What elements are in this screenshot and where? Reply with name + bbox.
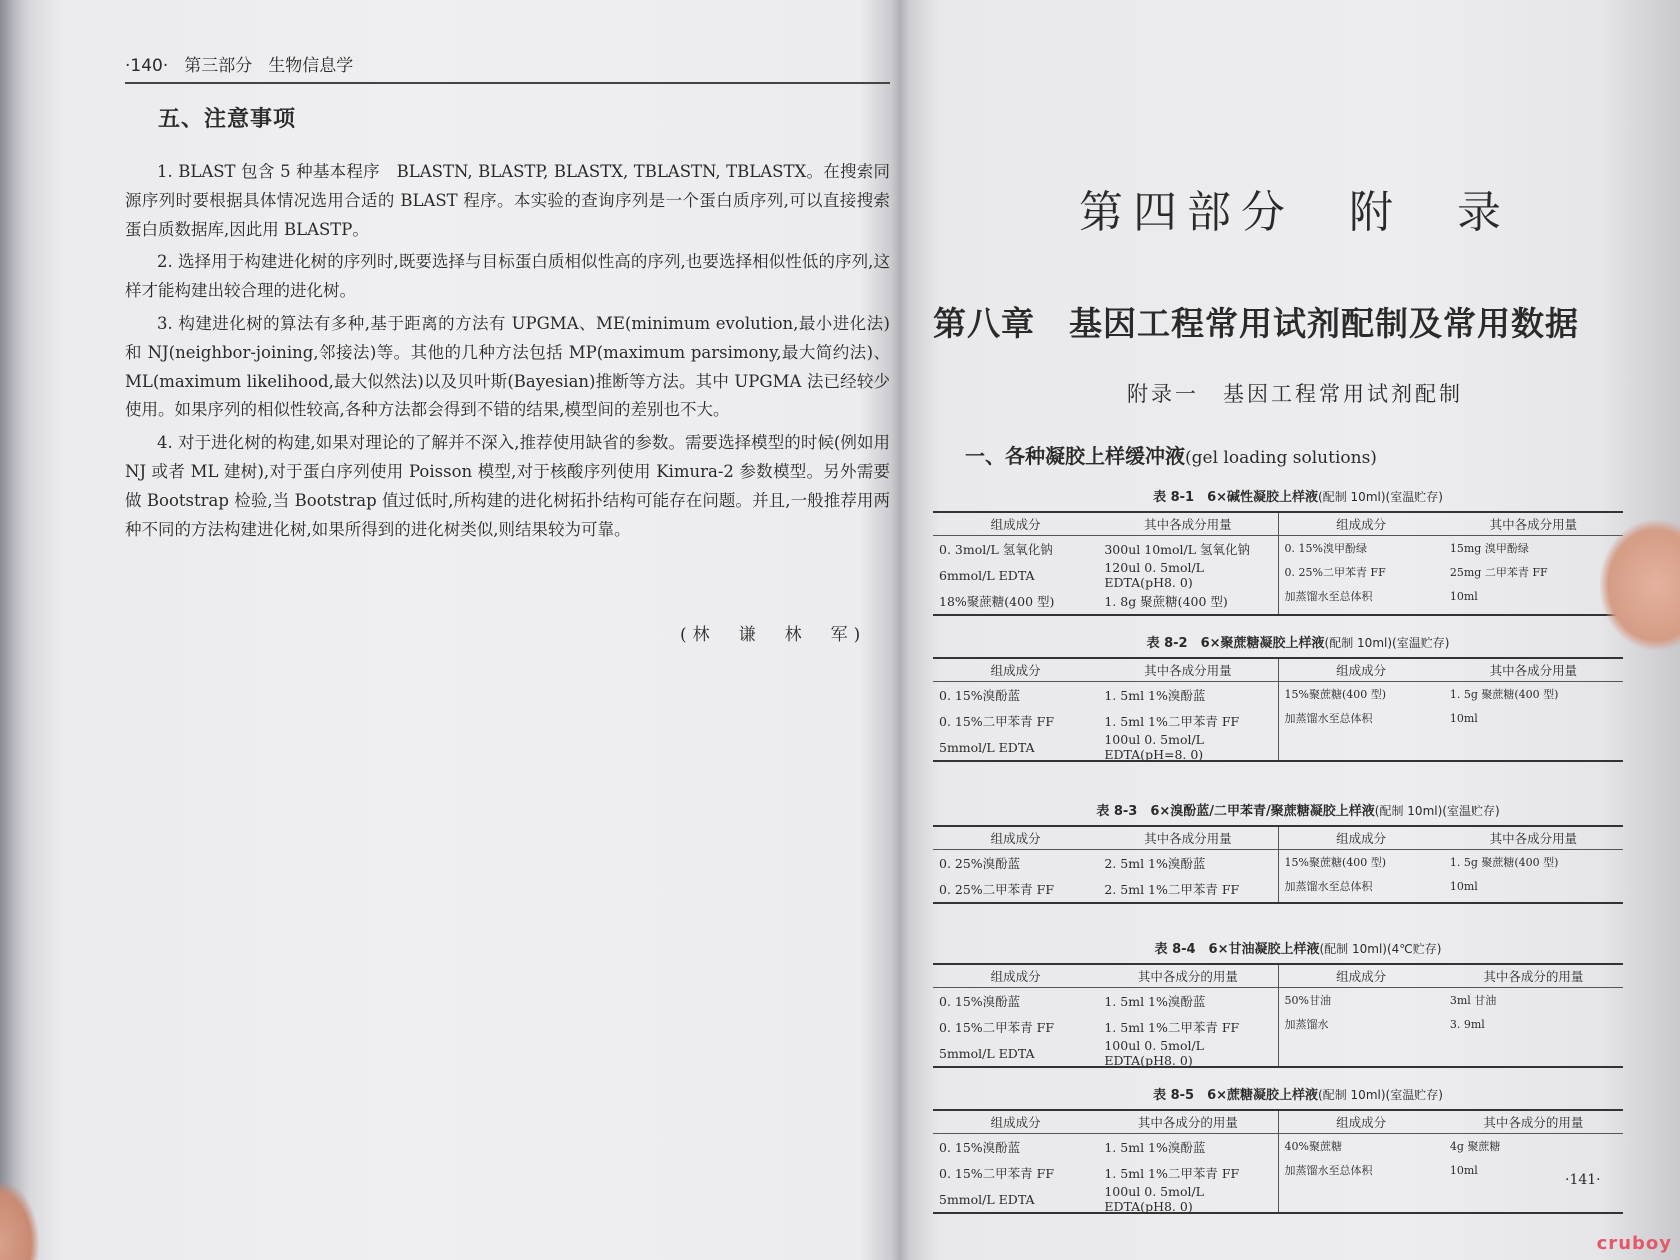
section-title: 五、注意事项 (158, 107, 297, 132)
table-2 (933, 632, 1623, 762)
component-cell: 0. 15%二甲苯青 FF (939, 1020, 1055, 1035)
finger (0, 1180, 40, 1260)
table-header-row (1279, 659, 1624, 682)
component-cell: 15%聚蔗糖(400 型) (1284, 856, 1387, 869)
column-header: 组成成分 (1336, 517, 1387, 532)
part-title: 第四部分 附 录 (1079, 187, 1511, 238)
amount-cell: 120ul 0. 5mol/L EDTA(pH8. 0) (1104, 560, 1204, 590)
component-cell: 加蒸馏水至总体积 (1284, 590, 1373, 603)
table-header-row (1279, 1111, 1624, 1134)
column-header: 其中各成分用量 (1489, 831, 1578, 846)
table-caption-text: 表 8-2 6×聚蔗糖凝胶上样液 (1146, 636, 1325, 651)
page-number: ·141· (1565, 1172, 1601, 1188)
section-subtitle-zh: 一、各种凝胶上样缓冲液 (965, 444, 1185, 468)
table-4 (933, 938, 1623, 1068)
column-header: 组成成分 (990, 831, 1041, 846)
table-row (933, 682, 1278, 708)
table-caption (933, 632, 1623, 651)
table-caption (933, 1084, 1623, 1103)
amount-cell: 1. 8g 聚蔗糖(400 型) (1104, 594, 1228, 609)
component-cell: 0. 15%溴甲酚绿 (1284, 542, 1367, 555)
column-header: 其中各成分用量 (1144, 663, 1232, 678)
table-row (933, 588, 1278, 614)
amount-cell: 10ml (1449, 1163, 1478, 1177)
amount-cell: 100ul 0. 5mol/L EDTA(pH=8. 0) (1104, 732, 1204, 762)
component-cell: 5mmol/L EDTA (939, 739, 1035, 755)
table-row (1279, 850, 1624, 874)
table-row (1279, 706, 1624, 730)
table-left-half (933, 1111, 1278, 1212)
table-row (933, 708, 1278, 734)
component-cell: 0. 15%溴酚蓝 (939, 994, 1021, 1009)
amount-cell: 4g 聚蔗糖 (1449, 1140, 1501, 1153)
table-header-row (933, 513, 1278, 536)
amount-cell: 1. 5ml 1%二甲苯青 FF (1104, 1166, 1240, 1181)
component-cell: 5mmol/L EDTA (939, 1191, 1035, 1207)
subject-label: 生物信息学 (268, 56, 354, 76)
component-cell: 0. 25%二甲苯青 FF (939, 882, 1055, 897)
amount-cell: 10ml (1449, 711, 1478, 725)
table-left-half (933, 513, 1278, 614)
amount-cell: 1. 5ml 1%二甲苯青 FF (1104, 714, 1240, 729)
table-left-half (933, 965, 1278, 1066)
component-cell: 0. 25%溴酚蓝 (939, 856, 1021, 871)
table-caption-note: (配制 10ml)(4℃贮存) (1319, 942, 1442, 956)
paragraph-3: 3. 构建进化树的算法有多种,基于距离的方法有 UPGMA、ME(minimum evolution,最小进化法)和 NJ(neighbor-joining,邻接法)等。其他的几种方法包括 MP(maximum parsimony,最大简约法)、ML(maximum likelihood,最大似然法)以及贝叶斯(Bayesian)推断等方法。其中 UPGMA 法已经较少使用。如果序列的相似性较高,各种方法都会得到不错的结果,模型间的差别也不大。 (125, 313, 890, 420)
running-head (125, 48, 890, 84)
table-row (933, 1160, 1278, 1186)
table-header-row (933, 827, 1278, 850)
page-number: ·140· (125, 56, 169, 76)
component-cell: 0. 15%二甲苯青 FF (939, 714, 1055, 729)
table-row (933, 734, 1278, 760)
table-row (933, 562, 1278, 588)
column-header: 组成成分 (1336, 663, 1387, 678)
component-cell: 加蒸馏水 (1284, 1018, 1329, 1031)
column-header: 其中各成分的用量 (1137, 969, 1238, 984)
table-row (1279, 536, 1624, 560)
column-header: 其中各成分用量 (1144, 831, 1232, 846)
amount-cell: 1. 5g 聚蔗糖(400 型) (1449, 688, 1559, 701)
table-header-row (933, 965, 1278, 988)
column-header: 组成成分 (990, 517, 1041, 532)
table-row (1279, 874, 1624, 898)
chapter-title: 第八章 基因工程常用试剂配制及常用数据 (933, 304, 1579, 343)
amount-cell: 1. 5ml 1%溴酚蓝 (1104, 688, 1206, 703)
amount-cell: 1. 5ml 1%溴酚蓝 (1104, 994, 1206, 1009)
table-header-row (1279, 513, 1624, 536)
table-caption (933, 938, 1623, 957)
thumb (1600, 520, 1680, 650)
table-row (933, 536, 1278, 562)
table-left-half (933, 659, 1278, 760)
column-header: 其中各成分的用量 (1483, 1115, 1584, 1130)
part-label: 第三部分 (184, 56, 253, 76)
amount-cell: 3ml 甘油 (1449, 994, 1497, 1007)
body-text (125, 158, 890, 548)
paragraph-1: 1. BLAST 包含 5 种基本程序 BLASTN, BLASTP, BLASTX, TBLASTN, TBLASTX。在搜索同源序列时要根据具体情况选用合适的 BLAST 程序。本实验的查询序列是一个蛋白质序列,可以直接搜索蛋白质数据库,因此用 BLASTP。 (125, 162, 890, 239)
watermark: cruboy (1596, 1233, 1672, 1254)
table-row (933, 1186, 1278, 1212)
column-header: 组成成分 (1336, 831, 1387, 846)
amount-cell: 1. 5ml 1%溴酚蓝 (1104, 1140, 1206, 1155)
component-cell: 15%聚蔗糖(400 型) (1284, 688, 1387, 701)
amount-cell: 100ul 0. 5mol/L EDTA(pH8. 0) (1104, 1038, 1204, 1068)
table-caption-note: (配制 10ml)(室温贮存) (1318, 490, 1443, 504)
amount-cell: 15mg 溴甲酚绿 (1449, 542, 1529, 555)
component-cell: 0. 3mol/L 氢氧化钠 (939, 542, 1053, 557)
table-row (1279, 682, 1624, 706)
table-row (1279, 1134, 1624, 1158)
table-5 (933, 1084, 1623, 1214)
component-cell: 0. 25%二甲苯青 FF (1284, 566, 1386, 579)
column-header: 其中各成分的用量 (1137, 1115, 1238, 1130)
table-row (933, 1040, 1278, 1066)
component-cell: 6mmol/L EDTA (939, 567, 1035, 583)
column-header: 其中各成分用量 (1144, 517, 1232, 532)
table-body (933, 657, 1623, 762)
column-header: 组成成分 (990, 969, 1041, 984)
table-caption-text: 表 8-5 6×蔗糖凝胶上样液 (1153, 1088, 1319, 1103)
table-caption-text: 表 8-3 6×溴酚蓝/二甲苯青/聚蔗糖凝胶上样液 (1096, 804, 1375, 819)
column-header: 组成成分 (1336, 969, 1387, 984)
amount-cell: 10ml (1449, 589, 1478, 603)
table-caption-text: 表 8-1 6×碱性凝胶上样液 (1153, 490, 1319, 505)
table-right-half (1278, 965, 1624, 1066)
table-body (933, 1109, 1623, 1214)
author-byline: (林 谦 林 军) (680, 625, 867, 645)
component-cell: 0. 15%二甲苯青 FF (939, 1166, 1055, 1181)
amount-cell: 100ul 0. 5mol/L EDTA(pH8. 0) (1104, 1184, 1204, 1214)
table-header-row (1279, 965, 1624, 988)
column-header: 其中各成分的用量 (1483, 969, 1584, 984)
table-row (933, 1134, 1278, 1160)
amount-cell: 300ul 10mol/L 氢氧化钠 (1104, 542, 1251, 557)
amount-cell: 25mg 二甲苯青 FF (1449, 566, 1548, 579)
component-cell: 50%甘油 (1284, 994, 1331, 1007)
table-caption-text: 表 8-4 6×甘油凝胶上样液 (1154, 942, 1320, 957)
table-right-half (1278, 659, 1624, 760)
paragraph-4: 4. 对于进化树的构建,如果对理论的了解并不深入,推荐使用缺省的参数。需要选择模型的时候(例如用 NJ 或者 ML 建树),对于蛋白序列使用 Poisson 模型,对于核酸序列使用 Kimura-2 参数模型。另外需要做 Bootstrap 检验,当 Bootstrap 值过低时,所构建的进化树拓扑结构可能存在问题。并且,一般推荐用两种不同的方法构建进化树,如果所得到的进化树类似,则结果较为可靠。 (125, 433, 890, 539)
table-row (1279, 560, 1624, 584)
amount-cell: 10ml (1449, 879, 1478, 893)
table-caption (933, 800, 1623, 819)
table-header-row (933, 659, 1278, 682)
table-left-half (933, 827, 1278, 902)
table-caption-note: (配制 10ml)(室温贮存) (1374, 804, 1500, 818)
table-3 (933, 800, 1623, 904)
table-caption-note: (配制 10ml)(室温贮存) (1318, 1088, 1443, 1102)
section-subtitle (965, 440, 1377, 469)
table-row (933, 850, 1278, 876)
table-right-half (1278, 827, 1624, 902)
table-body (933, 825, 1623, 904)
table-1 (933, 486, 1623, 616)
component-cell: 加蒸馏水至总体积 (1284, 712, 1373, 725)
table-row (933, 988, 1278, 1014)
table-row (1279, 988, 1624, 1012)
table-right-half (1278, 513, 1624, 614)
component-cell: 加蒸馏水至总体积 (1284, 880, 1373, 893)
amount-cell: 2. 5ml 1%二甲苯青 FF (1104, 882, 1240, 897)
component-cell: 40%聚蔗糖 (1284, 1140, 1342, 1153)
table-caption (933, 486, 1623, 505)
paragraph-2: 2. 选择用于构建进化树的序列时,既要选择与目标蛋白质相似性高的序列,也要选择相似性低的序列,这样才能构建出较合理的进化树。 (125, 252, 890, 301)
right-page (905, 0, 1675, 1260)
amount-cell: 2. 5ml 1%溴酚蓝 (1104, 856, 1206, 871)
table-row (1279, 1012, 1624, 1036)
component-cell: 0. 15%溴酚蓝 (939, 1140, 1021, 1155)
column-header: 其中各成分用量 (1489, 517, 1578, 532)
column-header: 其中各成分用量 (1489, 663, 1578, 678)
table-body (933, 511, 1623, 616)
column-header: 组成成分 (1336, 1115, 1387, 1130)
table-row (933, 876, 1278, 902)
appendix-title: 附录一 基因工程常用试剂配制 (1127, 382, 1463, 406)
left-page (30, 0, 890, 1260)
amount-cell: 1. 5g 聚蔗糖(400 型) (1449, 856, 1559, 869)
table-caption-note: (配制 10ml)(室温贮存) (1324, 636, 1450, 650)
column-header: 组成成分 (990, 663, 1041, 678)
table-right-half (1278, 1111, 1624, 1212)
table-row (933, 1014, 1278, 1040)
component-cell: 加蒸馏水至总体积 (1284, 1164, 1373, 1177)
component-cell: 5mmol/L EDTA (939, 1045, 1035, 1061)
table-header-row (933, 1111, 1278, 1134)
component-cell: 0. 15%溴酚蓝 (939, 688, 1021, 703)
table-header-row (1279, 827, 1624, 850)
table-row (1279, 584, 1624, 608)
amount-cell: 3. 9ml (1449, 1017, 1485, 1031)
table-body (933, 963, 1623, 1068)
component-cell: 18%聚蔗糖(400 型) (939, 594, 1055, 609)
column-header: 组成成分 (990, 1115, 1041, 1130)
amount-cell: 1. 5ml 1%二甲苯青 FF (1104, 1020, 1240, 1035)
section-subtitle-en: (gel loading solutions) (1185, 448, 1377, 468)
